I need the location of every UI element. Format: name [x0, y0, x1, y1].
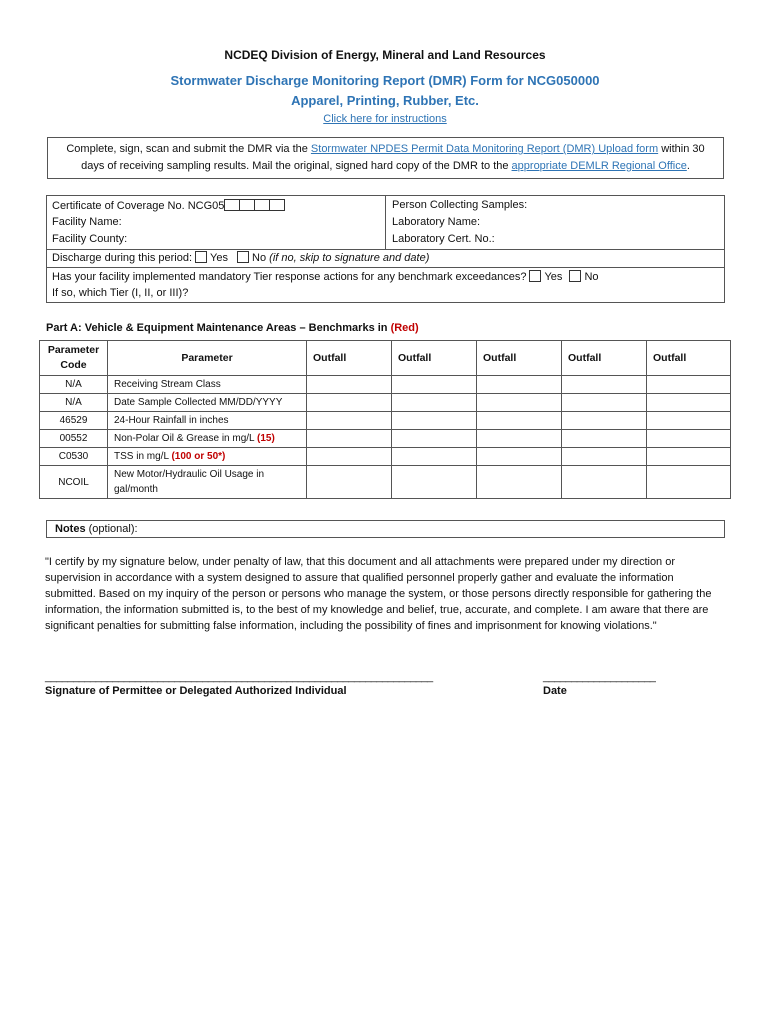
outfall-cell[interactable] [647, 376, 731, 394]
certification-statement: "I certify by my signature below, under penalty of law, that this document and all attachments were prepared under my direction or supervision in accordance with a system designed to assure that qualified personnel properly gather and evaluate the information submitted. Based on my inquiry of the person or persons who manage the system, or those persons directly responsible for gathering the information, the information submitted is, to the best of my knowledge and belief, true, accurate, and complete. I am aware that there are significant penalties for submitting false information, including the possibility of fines and imprisonment for knowing violations." [45, 556, 712, 632]
coc-digit-input[interactable] [269, 199, 285, 211]
facility-name-label: Facility Name: [52, 216, 122, 228]
tier-which-label: If so, which Tier (I, II, or III)? [52, 287, 189, 299]
outfall-cell[interactable] [477, 376, 562, 394]
col-header-outfall: Outfall [307, 341, 392, 376]
facility-county-label: Facility County: [52, 233, 128, 245]
notes-optional: (optional): [85, 523, 138, 535]
param-name [108, 412, 307, 430]
instructions-text-1: Complete, sign, scan and submit the DMR via the [66, 143, 311, 155]
param-code: 46529 [40, 412, 108, 430]
outfall-cell[interactable] [562, 412, 647, 430]
tier-row [52, 270, 599, 283]
agency-heading: NCDEQ Division of Energy, Mineral and Land Resources [224, 48, 546, 62]
param-code: N/A [40, 376, 108, 394]
lab-name-label: Laboratory Name: [392, 216, 481, 228]
table-row [40, 430, 731, 448]
outfall-cell[interactable] [562, 466, 647, 499]
param-name-text: TSS in mg/L [114, 451, 172, 462]
tier-no-label: No [584, 271, 599, 283]
col-header-outfall: Outfall [647, 341, 731, 376]
tier-no-checkbox[interactable] [569, 270, 581, 282]
row-divider-2 [47, 267, 724, 268]
signature-line[interactable]: _____________________________________________________________________ [45, 671, 433, 683]
facility-info-box [46, 195, 725, 303]
outfall-cell[interactable] [562, 448, 647, 466]
param-name-text: Non-Polar Oil & Grease in mg/L [114, 433, 258, 444]
outfall-cell[interactable] [477, 412, 562, 430]
outfall-cell[interactable] [392, 466, 477, 499]
param-code: N/A [40, 394, 108, 412]
outfall-cell[interactable] [647, 412, 731, 430]
signature-label: Signature of Permittee or Delegated Authorized Individual [45, 685, 347, 697]
discharge-no-note: (if no, skip to signature and date) [269, 252, 430, 264]
param-name [108, 430, 307, 448]
col-header-outfall: Outfall [477, 341, 562, 376]
outfall-cell[interactable] [307, 466, 392, 499]
benchmark-value: (15) [257, 433, 275, 444]
part-a-heading [46, 322, 419, 334]
instructions-link-row [0, 113, 770, 125]
col-header-parameter: Parameter [108, 341, 307, 376]
form-subtitle: Apparel, Printing, Rubber, Etc. [291, 93, 479, 108]
discharge-row [52, 251, 429, 264]
outfall-cell[interactable] [477, 466, 562, 499]
outfall-cell[interactable] [307, 394, 392, 412]
discharge-yes-checkbox[interactable] [195, 251, 207, 263]
tier-yes-label: Yes [544, 271, 563, 283]
col-header-outfall: Outfall [392, 341, 477, 376]
instructions-link[interactable]: Click here for instructions [323, 113, 447, 125]
date-label: Date [543, 685, 567, 697]
table-row [40, 448, 731, 466]
outfall-cell[interactable] [477, 448, 562, 466]
outfall-cell[interactable] [562, 376, 647, 394]
outfall-cell[interactable] [562, 394, 647, 412]
outfall-cell[interactable] [392, 394, 477, 412]
outfall-cell[interactable] [307, 430, 392, 448]
notes-label: Notes [55, 523, 86, 535]
outfall-cell[interactable] [307, 376, 392, 394]
form-title: Stormwater Discharge Monitoring Report (DMR) Form for NCG050000 [170, 73, 600, 88]
table-header-row [40, 341, 731, 376]
outfall-cell[interactable] [647, 430, 731, 448]
outfall-cell[interactable] [392, 448, 477, 466]
param-code: NCOIL [40, 466, 108, 499]
param-name-text: Receiving Stream Class [114, 379, 221, 390]
coc-label: Certificate of Coverage No. NCG05 [52, 200, 225, 212]
param-name [108, 394, 307, 412]
benchmark-value: (100 or 50*) [171, 451, 226, 462]
part-a-heading-text: Part A: Vehicle & Equipment Maintenance Areas – Benchmarks in [46, 322, 391, 334]
person-collecting-label: Person Collecting Samples: [392, 199, 528, 211]
outfall-cell[interactable] [647, 394, 731, 412]
col-header-code: Parameter Code [40, 341, 108, 376]
outfall-cell[interactable] [647, 466, 731, 499]
discharge-yes-label: Yes [210, 252, 228, 264]
date-line[interactable]: ____________________ [543, 671, 656, 683]
tier-question: Has your facility implemented mandatory Tier response actions for any benchmark exceedances? [52, 271, 527, 283]
coc-digit-input[interactable] [239, 199, 255, 211]
param-name [108, 448, 307, 466]
tier-yes-checkbox[interactable] [529, 270, 541, 282]
outfall-cell[interactable] [392, 412, 477, 430]
discharge-no-checkbox[interactable] [237, 251, 249, 263]
notes-field[interactable] [46, 520, 725, 538]
outfall-cell[interactable] [392, 430, 477, 448]
param-name-text: 24-Hour Rainfall in inches [114, 415, 229, 426]
table-row [40, 394, 731, 412]
param-name-text: New Motor/Hydraulic Oil Usage in gal/month [114, 469, 265, 495]
dmr-upload-link[interactable]: Stormwater NPDES Permit Data Monitoring Report (DMR) Upload form [310, 143, 659, 155]
column-divider [385, 196, 386, 249]
param-code: C0530 [40, 448, 108, 466]
instructions-text-2: within 30 days of receiving sampling results. Mail the original, signed hard copy of the DMR to the [81, 143, 705, 172]
benchmark-table [39, 340, 731, 499]
outfall-cell[interactable] [392, 376, 477, 394]
coc-digit-input[interactable] [254, 199, 270, 211]
instructions-text-3: . [686, 160, 690, 172]
row-divider [47, 249, 724, 250]
table-row [40, 412, 731, 430]
discharge-no-label: No [252, 252, 267, 264]
lab-cert-label: Laboratory Cert. No.: [392, 233, 495, 245]
coc-digit-input[interactable] [224, 199, 240, 211]
param-name-text: Date Sample Collected MM/DD/YYYY [114, 397, 283, 408]
instructions-box [47, 137, 724, 179]
outfall-cell[interactable] [562, 430, 647, 448]
outfall-cell[interactable] [647, 448, 731, 466]
outfall-cell[interactable] [307, 412, 392, 430]
col-header-outfall: Outfall [562, 341, 647, 376]
part-a-heading-red: (Red) [390, 322, 419, 334]
discharge-label: Discharge during this period: [52, 252, 193, 264]
table-row [40, 376, 731, 394]
param-code: 00552 [40, 430, 108, 448]
regional-office-link[interactable]: appropriate DEMLR Regional Office [511, 160, 687, 172]
param-name [108, 376, 307, 394]
outfall-cell[interactable] [477, 394, 562, 412]
param-name [108, 466, 307, 499]
table-row [40, 466, 731, 499]
outfall-cell[interactable] [307, 448, 392, 466]
outfall-cell[interactable] [477, 430, 562, 448]
coc-row [52, 199, 284, 212]
